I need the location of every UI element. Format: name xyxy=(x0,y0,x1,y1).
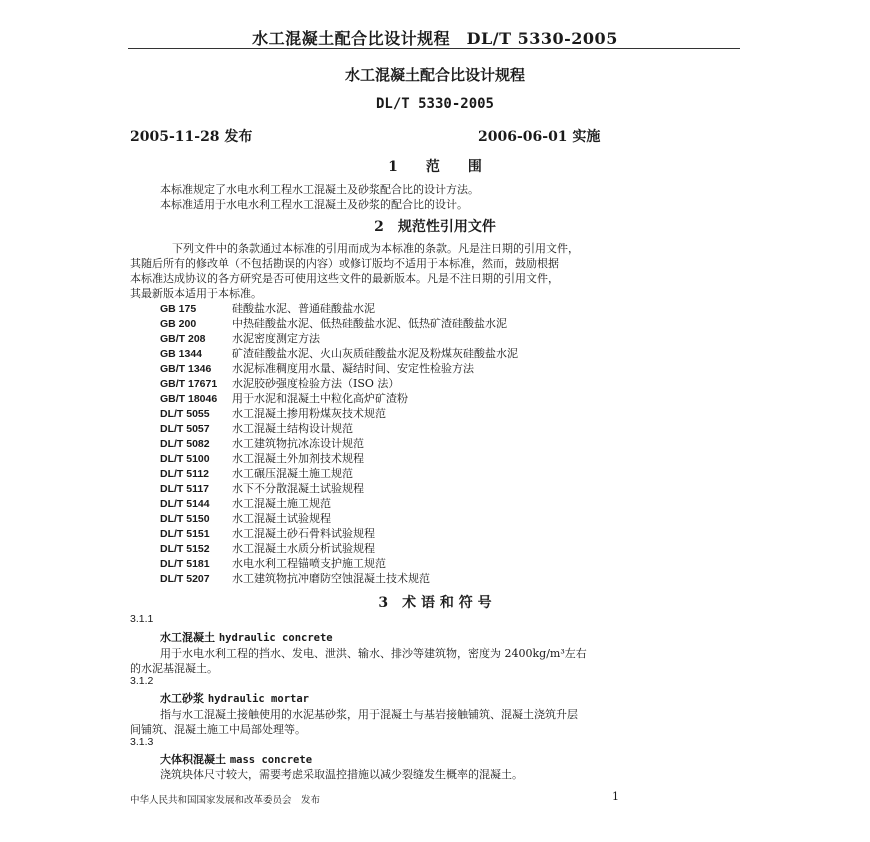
reference-title: 水泥胶砂强度检验方法（ISO 法） xyxy=(232,377,400,390)
section-1-heading: 1 范 围 xyxy=(388,159,482,175)
reference-code: GB/T 17671 xyxy=(160,378,218,390)
term-heading xyxy=(160,751,312,767)
reference-code: GB/T 208 xyxy=(160,333,206,345)
reference-code: DL/T 5151 xyxy=(160,528,210,540)
reference-code: DL/T 5055 xyxy=(160,408,210,420)
reference-title: 水工混凝土外加剂技术规程 xyxy=(232,452,364,465)
reference-title: 水工建筑物抗冰冻设计规范 xyxy=(232,437,364,450)
reference-code: GB/T 18046 xyxy=(160,393,218,405)
reference-code: DL/T 5112 xyxy=(160,468,210,480)
section-2-intro-line: 下列文件中的条款通过本标准的引用而成为本标准的条款。凡是注日期的引用文件， xyxy=(172,242,579,255)
term-definition-line: 的水泥基混凝土。 xyxy=(130,662,218,675)
reference-item xyxy=(160,510,331,526)
term-definition-line: 间铺筑、混凝土施工中局部处理等。 xyxy=(130,723,306,736)
reference-item xyxy=(160,450,364,466)
reference-item xyxy=(160,555,386,571)
section-1-paragraph: 本标准适用于水电水利工程水工混凝土及砂浆的配合比的设计。 xyxy=(160,198,468,211)
term-english-name: hydraulic concrete xyxy=(218,632,333,644)
reference-item xyxy=(160,420,353,436)
reference-item xyxy=(160,540,375,556)
reference-title: 水工碾压混凝土施工规范 xyxy=(232,467,353,480)
reference-code: DL/T 5117 xyxy=(160,483,210,495)
reference-code: DL/T 5057 xyxy=(160,423,210,435)
reference-code: DL/T 5082 xyxy=(160,438,210,450)
section-2-heading: 2 规范性引用文件 xyxy=(374,219,496,235)
reference-item xyxy=(160,330,320,346)
reference-item xyxy=(160,345,518,361)
reference-title: 水工混凝土施工规范 xyxy=(232,497,331,510)
reference-title: 水工混凝土水质分析试验规程 xyxy=(232,542,375,555)
reference-code: GB 200 xyxy=(160,318,197,330)
reference-title: 硅酸盐水泥、普通硅酸盐水泥 xyxy=(232,302,375,315)
reference-item xyxy=(160,390,408,406)
reference-item xyxy=(160,360,474,376)
document-title: 水工混凝土配合比设计规程 xyxy=(344,66,525,84)
running-header-title: 水工混凝土配合比设计规程 DL/T 5330-2005 xyxy=(252,29,618,48)
term-chinese-name: 大体积混凝土 xyxy=(160,753,226,766)
term-heading xyxy=(160,690,309,706)
term-chinese-name: 水工混凝土 xyxy=(160,631,215,644)
section-2-intro-line: 其最新版本适用于本标准。 xyxy=(130,287,262,300)
term-clause-number: 3.1.3 xyxy=(130,736,154,748)
term-clause-number: 3.1.1 xyxy=(130,613,154,625)
reference-title: 水下不分散混凝土试验规程 xyxy=(232,482,364,495)
reference-title: 中热硅酸盐水泥、低热硅酸盐水泥、低热矿渣硅酸盐水泥 xyxy=(232,317,507,330)
reference-code: GB 175 xyxy=(160,303,197,315)
reference-item xyxy=(160,375,399,391)
term-heading xyxy=(160,629,333,645)
reference-code: GB/T 1346 xyxy=(160,363,212,375)
reference-item xyxy=(160,300,375,316)
page-number: 1 xyxy=(612,790,619,803)
footer-issuer: 中华人民共和国国家发展和改革委员会 发布 xyxy=(130,795,321,806)
section-2-intro-line: 其随后所有的修改单（不包括勘误的内容）或修订版均不适用于本标准，然而，鼓励根据 xyxy=(130,257,559,270)
reference-item xyxy=(160,495,331,511)
reference-code: DL/T 5181 xyxy=(160,558,210,570)
term-english-name: mass concrete xyxy=(229,754,313,766)
effective-date: 2006-06-01 实施 xyxy=(478,129,601,145)
term-definition-line: 浇筑块体尺寸较大，需要考虑采取温控措施以减少裂缝发生概率的混凝土。 xyxy=(160,768,523,781)
reference-code: DL/T 5152 xyxy=(160,543,210,555)
reference-item xyxy=(160,405,386,421)
reference-title: 水电水利工程锚喷支护施工规范 xyxy=(232,557,386,570)
reference-title: 水工混凝土试验规程 xyxy=(232,512,331,525)
section-1-paragraph: 本标准规定了水电水利工程水工混凝土及砂浆配合比的设计方法。 xyxy=(160,183,479,196)
reference-code: DL/T 5100 xyxy=(160,453,210,465)
reference-item xyxy=(160,525,375,541)
term-definition-line: 用于水电水利工程的挡水、发电、泄洪、输水、排沙等建筑物，密度为 2400kg/m³左右 xyxy=(160,647,587,660)
term-english-name: hydraulic mortar xyxy=(207,693,309,705)
reference-code: GB 1344 xyxy=(160,348,203,360)
publish-date: 2005-11-28 发布 xyxy=(130,129,253,145)
section-3-heading: 3 术 语 和 符 号 xyxy=(378,595,492,611)
reference-title: 水泥密度测定方法 xyxy=(232,332,320,345)
header-rule xyxy=(128,48,740,49)
reference-title: 水工混凝土掺用粉煤灰技术规范 xyxy=(232,407,386,420)
reference-title: 水泥标准稠度用水量、凝结时间、安定性检验方法 xyxy=(232,362,474,375)
reference-code: DL/T 5144 xyxy=(160,498,210,510)
reference-title: 水工建筑物抗冲磨防空蚀混凝土技术规范 xyxy=(232,572,430,585)
term-definition-line: 指与水工混凝土接触使用的水泥基砂浆，用于混凝土与基岩接触铺筑、混凝土浇筑升层 xyxy=(160,708,578,721)
reference-title: 水工混凝土结构设计规范 xyxy=(232,422,353,435)
section-2-intro-line: 本标准达成协议的各方研究是否可使用这些文件的最新版本。凡是不注日期的引用文件， xyxy=(130,272,559,285)
reference-item xyxy=(160,315,507,331)
document-code: DL/T 5330-2005 xyxy=(375,96,494,112)
reference-code: DL/T 5207 xyxy=(160,573,210,585)
reference-item xyxy=(160,465,353,481)
reference-title: 水工混凝土砂石骨料试验规程 xyxy=(232,527,375,540)
term-chinese-name: 水工砂浆 xyxy=(160,692,204,705)
reference-item xyxy=(160,570,430,586)
reference-title: 用于水泥和混凝土中粒化高炉矿渣粉 xyxy=(232,392,408,405)
reference-title: 矿渣硅酸盐水泥、火山灰质硅酸盐水泥及粉煤灰硅酸盐水泥 xyxy=(232,347,518,360)
reference-item xyxy=(160,480,364,496)
term-clause-number: 3.1.2 xyxy=(130,675,154,687)
reference-item xyxy=(160,435,364,451)
reference-code: DL/T 5150 xyxy=(160,513,210,525)
